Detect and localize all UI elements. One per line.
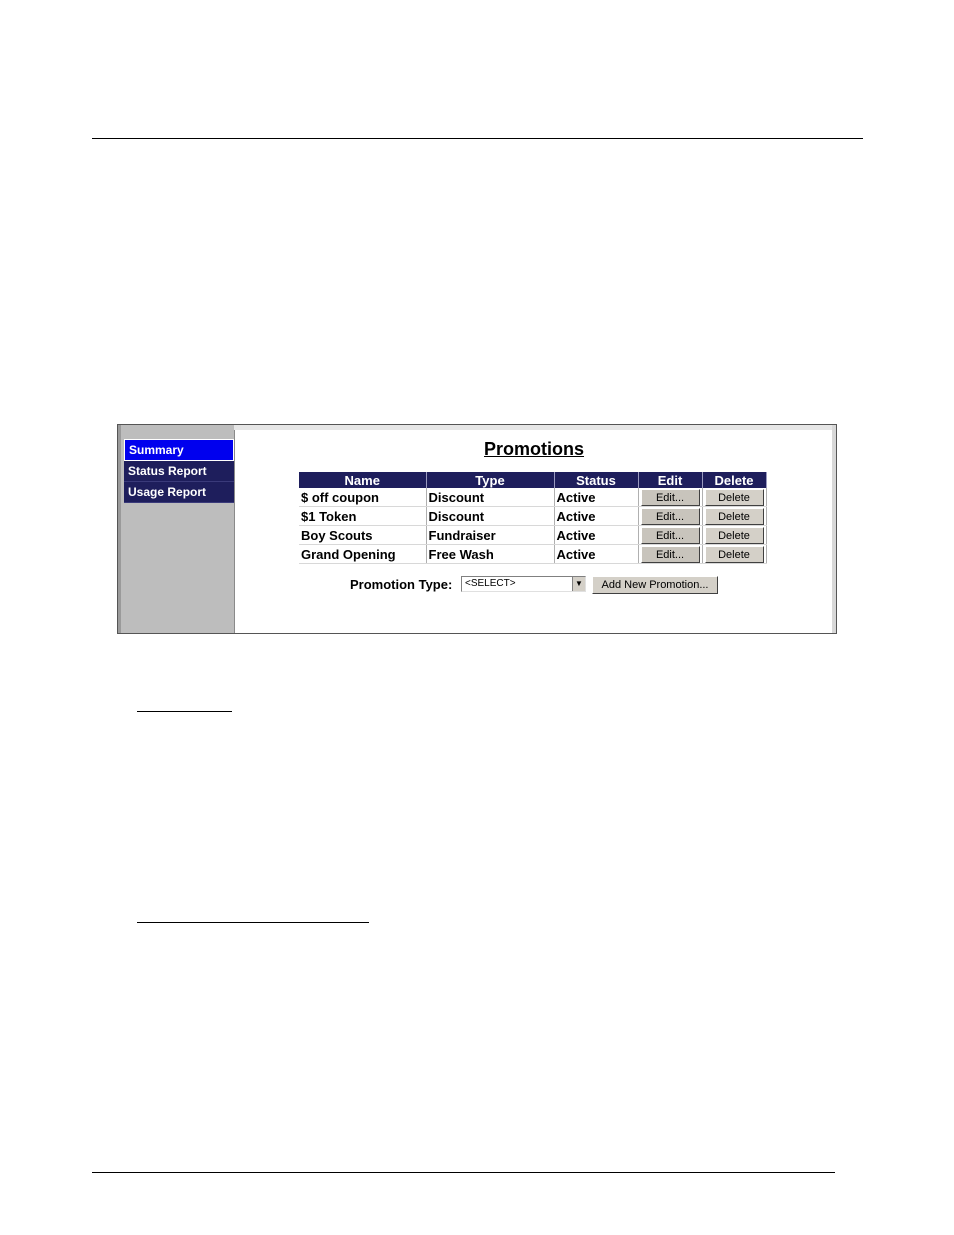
section-heading-underline: [137, 922, 369, 923]
cell-delete: [702, 526, 766, 545]
cell-status: Active: [554, 526, 638, 545]
cell-status: Active: [554, 545, 638, 564]
column-header-edit: Edit: [638, 472, 702, 488]
promotions-screenshot: [117, 424, 837, 634]
cell-type: Fundraiser: [426, 526, 554, 545]
cell-delete: [702, 507, 766, 526]
delete-button[interactable]: Delete: [705, 508, 764, 525]
content-frame-top: [234, 425, 836, 430]
table-row: [299, 507, 766, 526]
cell-type: Discount: [426, 507, 554, 526]
cell-status: Active: [554, 488, 638, 507]
edit-button[interactable]: Edit...: [641, 527, 700, 544]
table-row: [299, 526, 766, 545]
content-frame-right: [832, 425, 836, 633]
cell-delete: [702, 488, 766, 507]
cell-name: $ off coupon: [299, 488, 426, 507]
column-header-name: Name: [299, 472, 426, 488]
cell-edit: [638, 545, 702, 564]
sidebar-item-summary[interactable]: Summary: [124, 439, 234, 461]
cell-status: Active: [554, 507, 638, 526]
sidebar-shade: [118, 425, 121, 633]
sidebar-item-status-report[interactable]: Status Report: [124, 461, 234, 482]
column-header-type: Type: [426, 472, 554, 488]
cell-type: Free Wash: [426, 545, 554, 564]
table-header-row: [299, 472, 766, 488]
chevron-down-icon[interactable]: ▼: [572, 577, 585, 591]
cell-name: $1 Token: [299, 507, 426, 526]
cell-edit: [638, 507, 702, 526]
footer-rule: [92, 1172, 835, 1173]
delete-button[interactable]: Delete: [705, 489, 764, 506]
promotion-type-value: <SELECT>: [465, 578, 516, 589]
cell-name: Grand Opening: [299, 545, 426, 564]
cell-edit: [638, 488, 702, 507]
header-rule: [92, 138, 863, 139]
promotion-type-select[interactable]: [461, 576, 586, 592]
add-new-promotion-button[interactable]: Add New Promotion...: [592, 576, 718, 594]
delete-button[interactable]: Delete: [705, 546, 764, 563]
page-title: Promotions: [484, 439, 585, 459]
promotions-table: [299, 472, 767, 564]
edit-button[interactable]: Edit...: [641, 489, 700, 506]
edit-button[interactable]: Edit...: [641, 546, 700, 563]
section-heading-underline: [137, 711, 232, 712]
cell-delete: [702, 545, 766, 564]
column-header-status: Status: [554, 472, 638, 488]
sidebar: [118, 425, 235, 633]
cell-type: Discount: [426, 488, 554, 507]
table-row: [299, 545, 766, 564]
column-header-delete: Delete: [702, 472, 766, 488]
sidebar-menu: [124, 439, 234, 503]
cell-name: Boy Scouts: [299, 526, 426, 545]
delete-button[interactable]: Delete: [705, 527, 764, 544]
promotion-type-label: Promotion Type:: [350, 577, 453, 592]
sidebar-item-usage-report[interactable]: Usage Report: [124, 482, 234, 503]
cell-edit: [638, 526, 702, 545]
table-row: [299, 488, 766, 507]
edit-button[interactable]: Edit...: [641, 508, 700, 525]
